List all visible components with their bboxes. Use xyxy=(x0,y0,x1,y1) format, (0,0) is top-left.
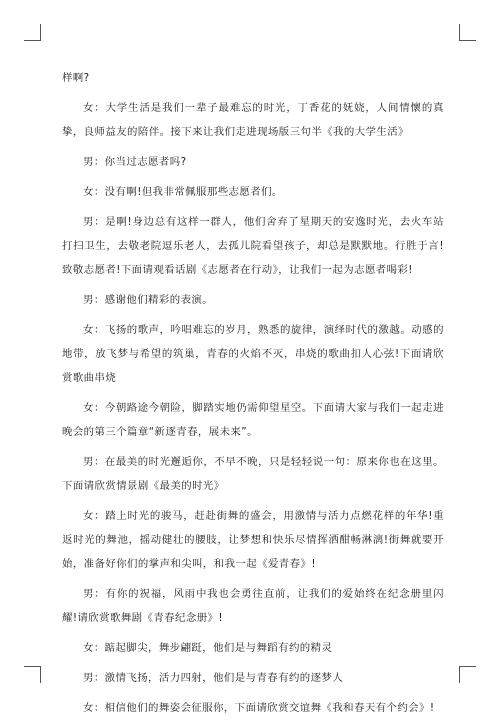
paragraph: 男：激情飞扬，活力四射，他们是与青春有约的逐梦人 xyxy=(83,672,344,684)
paragraph: 女：飞扬的歌声，吟唱难忘的岁月，熟悉的旋律，演绎时代的激越。动感的地带，放飞梦与希望的筑巢，青春的火焰不灭，串烧的歌曲扣人心弦!下面请欣赏歌曲串烧 xyxy=(62,324,444,384)
paragraph: 男：有你的祝福，风雨中我也会勇往直前，让我们的爱始终在纪念册里闪耀!请欣赏歌舞剧《青春纪念册》! xyxy=(62,588,444,624)
paragraph: 女：大学生活是我们一辈子最难忘的时光，丁香花的妩娆，人间情懷的真挚，良师益友的陪伴。接下来让我们走进现场版三句半《我的大学生活》 xyxy=(62,102,444,138)
crop-mark-bottom-left xyxy=(24,666,41,683)
paragraph: 女：今朝路途今朝险，脚踏实地仍需仰望星空。下面请大家与我们一起走进晚会的第三个篇章“新逐青春，展未来”。 xyxy=(62,402,444,438)
paragraph: 男：是啊!身边总有这样一群人，他们舍弃了星期天的安逸时光，去火车站打扫卫生，去敬老院逗乐老人，去孤儿院看望孩子，却总是默默地。行胜于言!致敬志愿者!下面请观看话剧《志愿者在行动》，让我们一起为志愿者喝彩! xyxy=(62,216,444,276)
crop-mark-bottom-right xyxy=(459,666,476,683)
paragraph: 男：你当过志愿者吗? xyxy=(83,156,187,168)
crop-mark-top-left xyxy=(24,24,41,41)
crop-mark-top-right xyxy=(459,24,476,41)
paragraph: 女：没有啊!但我非常佩服那些志愿者们。 xyxy=(83,186,283,198)
paragraph: 女：踏上时光的骏马，赶赴街舞的盛会，用激情与活力点燃花样的年华!重返时光的舞池，摇动健壮的腰肢，让梦想和快乐尽情挥洒酣畅淋漓!街舞就要开始，准备好你们的掌声和尖叫，和我一起《爱青春》! xyxy=(62,510,444,570)
paragraph: 男：感谢他们精彩的表演。 xyxy=(83,294,214,306)
paragraph: 男：在最美的时光邂逅你，不早不晚，只是轻轻说一句：原来你也在这里。下面请欣赏情景剧《最美的时光》 xyxy=(62,456,444,492)
paragraph: 女：踮起脚尖，舞步翩跹，他们是与舞蹈有约的精灵 xyxy=(83,642,333,654)
document-body xyxy=(62,66,444,720)
paragraph: 样啊? xyxy=(62,72,90,84)
paragraph: 女：相信他们的舞姿会征服你，下面请欣赏交谊舞《我和春天有个约会》! xyxy=(83,702,435,714)
